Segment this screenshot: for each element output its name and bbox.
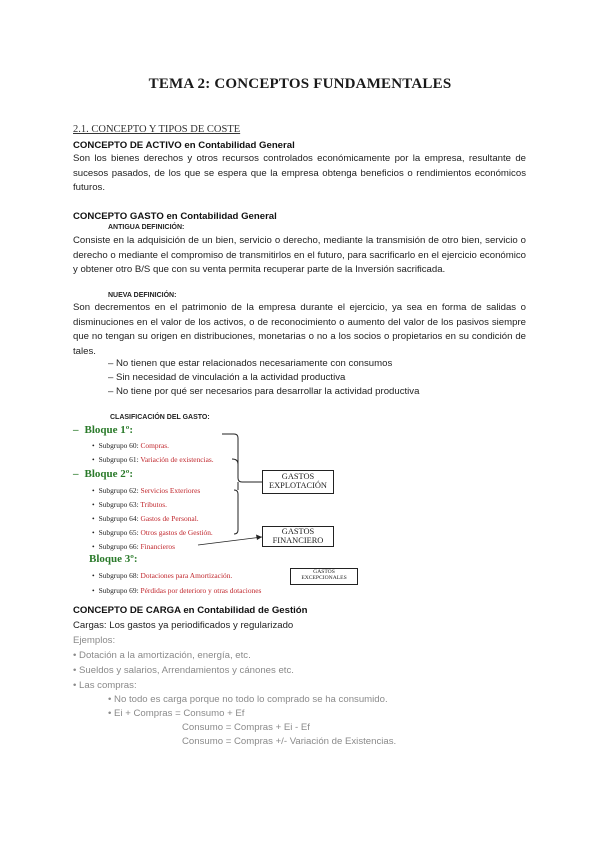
subgroup-name: Gastos de Personal. <box>140 514 199 523</box>
compras-sub-item: • Ei + Compras = Consumo + Ef <box>108 708 245 719</box>
bullet: • <box>92 586 95 595</box>
box-line: EXCEPCIONALES <box>301 574 347 581</box>
bullet: • <box>92 486 95 495</box>
financiero-arrow-line <box>198 537 262 545</box>
dash-item: – Sin necesidad de vinculación a la actividad productiva <box>108 372 346 383</box>
bloque-1-label: Bloque 1º: <box>84 424 134 436</box>
subgroup-name: Servicios Exteriores <box>140 486 201 495</box>
subgroup-name: Tributos. <box>140 500 167 509</box>
bullet: • <box>92 571 95 580</box>
bracket-bloque-1-bottom <box>232 459 238 464</box>
box-gastos-financiero <box>262 526 334 547</box>
bullet: • <box>92 500 95 509</box>
gasto-heading: CONCEPTO GASTO en Contabilidad General <box>73 211 277 222</box>
bullet: • <box>92 514 95 523</box>
classification-title: CLASIFICACIÓN DEL GASTO: <box>110 414 210 421</box>
box-line: GASTOS <box>313 569 335 575</box>
box-gastos-excepcionales <box>290 568 358 585</box>
subgroup-name: Pérdidas por deterioro y otras dotaciones <box>140 586 262 595</box>
subgroup-code: Subgrupo 62: <box>98 486 139 495</box>
box-line: FINANCIERO <box>272 535 324 545</box>
ejemplo-item: • Las compras: <box>73 680 137 691</box>
ejemplos-label: Ejemplos: <box>73 635 116 646</box>
box-gastos-explotacion <box>262 470 334 494</box>
carga-heading: CONCEPTO DE CARGA en Contabilidad de Gestión <box>73 605 308 616</box>
activo-text: Son los bienes derechos y otros recursos controlados económicamente por la empresa, resultante de sucesos pasados, de los que se espera que la empresa obtenga beneficios o rendimientos económicos futuros. <box>73 153 526 193</box>
old-definition-label: ANTIGUA DEFINICIÓN: <box>108 224 185 231</box>
subgroup-code: Subgrupo 60: <box>98 441 139 450</box>
equation-line: Consumo = Compras +/- Variación de Existencias. <box>182 736 397 747</box>
bracket-bloque-2 <box>234 490 238 534</box>
bullet: • <box>92 542 95 551</box>
subgroup-name: Variación de existencias. <box>140 455 214 464</box>
dash-item: – No tiene por qué ser necesarios para desarrollar la actividad productiva <box>108 386 420 397</box>
subgroup-name: Dotaciones para Amortización. <box>140 571 233 580</box>
box-line: EXPLOTACIÓN <box>269 480 327 490</box>
bloque-2-label: Bloque 2º: <box>84 468 134 480</box>
new-definition-text: Son decrementos en el patrimonio de la empresa durante el ejercicio, ya sea en forma de salidas o disminuciones en el valor de los activos, o de reconocimiento o aumento del valor de los pasivos siempre que no tengan su origen en distribuciones, monetarias o no a los socios o propietarios en su condición de tales. <box>73 302 526 357</box>
carga-definition: Cargas: Los gastos ya periodificados y regularizado <box>73 620 294 631</box>
box-line: GASTOS <box>281 472 315 481</box>
old-definition-text: Consiste en la adquisición de un bien, servicio o derecho, mediante la transmisión de otro bien, servicio o derecho o mediante el compromiso de transmitirlos en el futuro, para sacrificarlo en el ejercicio económico y obtener otro B/S que con su venta permita recuperar parte de la Inversión sacrificada. <box>73 235 526 275</box>
activo-heading: CONCEPTO DE ACTIVO en Contabilidad General <box>73 140 295 151</box>
bracket-bloque-1 <box>222 434 262 482</box>
subgroup-code: Subgrupo 64: <box>98 514 139 523</box>
dash-item: – No tienen que estar relacionados necesariamente con consumos <box>108 358 393 369</box>
subgroup-code: Subgrupo 65: <box>98 528 139 537</box>
ejemplo-item: • Dotación a la amortización, energía, etc. <box>73 650 251 661</box>
subgroup-name: Compras. <box>140 441 170 450</box>
bloque-dash: – <box>73 424 79 436</box>
ejemplo-item: • Sueldos y salarios, Arrendamientos y cánones etc. <box>73 665 294 676</box>
page-title: TEMA 2: CONCEPTOS FUNDAMENTALES <box>148 76 452 92</box>
bullet: • <box>92 528 95 537</box>
subgroup-name: Otros gastos de Gestión. <box>140 528 213 537</box>
bullet: • <box>92 455 95 464</box>
subgroup-code: Subgrupo 69: <box>98 586 139 595</box>
bloque-3-label: Bloque 3º: <box>89 553 138 565</box>
subgroup-code: Subgrupo 68: <box>98 571 139 580</box>
equation-line: Consumo = Compras + Ei - Ef <box>182 722 310 733</box>
bloque-dash: – <box>73 468 79 480</box>
bullet: • <box>92 441 95 450</box>
subgroup-code: Subgrupo 61: <box>98 455 139 464</box>
box-line: GASTOS <box>281 527 315 536</box>
section-link[interactable]: 2.1. CONCEPTO Y TIPOS DE COSTE <box>73 124 241 135</box>
subgroup-name: Financieros <box>140 542 175 551</box>
subgroup-code: Subgrupo 63: <box>98 500 139 509</box>
new-definition-label: NUEVA DEFINICIÓN: <box>108 292 177 299</box>
compras-sub-item: • No todo es carga porque no todo lo comprado se ha consumido. <box>108 694 388 705</box>
subgroup-code: Subgrupo 66: <box>98 542 139 551</box>
